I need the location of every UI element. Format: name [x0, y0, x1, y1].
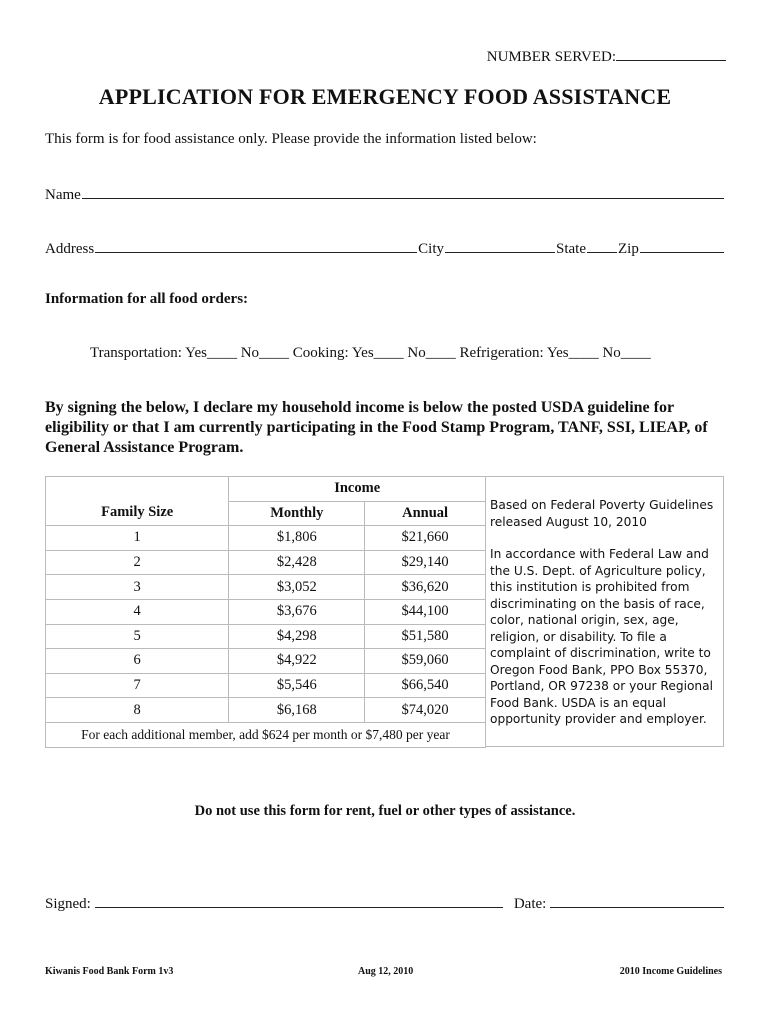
guidelines-source: Based on Federal Poverty Guidelines released August 10, 2010	[490, 498, 714, 529]
family-size-cell: 4	[46, 599, 229, 624]
family-size-cell: 3	[46, 575, 229, 600]
table-row	[46, 698, 486, 723]
additional-member-note: For each additional member, add $624 per month or $7,480 per year	[46, 722, 486, 747]
assistance-notice: Do not use this form for rent, fuel or other types of assistance.	[194, 803, 576, 819]
monthly-cell: $6,168	[229, 698, 365, 723]
zip-line[interactable]	[640, 238, 724, 253]
family-size-cell: 8	[46, 698, 229, 723]
table-row	[46, 673, 486, 698]
name-line[interactable]	[82, 184, 724, 199]
city-line[interactable]	[445, 238, 555, 253]
monthly-header: Monthly	[229, 501, 365, 526]
city-label: City	[418, 241, 445, 257]
name-label: Name	[45, 187, 81, 203]
footer-guidelines: 2010 Income Guidelines	[619, 966, 722, 977]
date-label: Date:	[513, 896, 547, 912]
table-row	[46, 649, 486, 674]
number-served-field[interactable]	[487, 46, 726, 66]
monthly-cell: $2,428	[229, 550, 365, 575]
annual-cell: $74,020	[365, 698, 486, 723]
signature-line[interactable]	[95, 893, 503, 908]
annual-cell: $21,660	[365, 526, 486, 551]
transport-cooking-refrigeration-line[interactable]: Transportation: Yes____ No____ Cooking: Yes____ No____ Refrigeration: Yes____ No____	[90, 345, 651, 361]
monthly-cell: $3,676	[229, 599, 365, 624]
signature-row	[45, 893, 725, 913]
date-line[interactable]	[550, 893, 724, 908]
monthly-cell: $5,546	[229, 673, 365, 698]
family-size-cell: 2	[46, 550, 229, 575]
table-row	[46, 599, 486, 624]
income-guidelines-table	[45, 476, 486, 748]
family-size-cell: 6	[46, 649, 229, 674]
state-label: State	[556, 241, 587, 257]
table-row	[46, 575, 486, 600]
annual-cell: $59,060	[365, 649, 486, 674]
number-served-line[interactable]	[616, 46, 726, 61]
family-size-cell: 7	[46, 673, 229, 698]
state-line[interactable]	[587, 238, 617, 253]
family-size-cell: 1	[46, 526, 229, 551]
monthly-cell: $4,922	[229, 649, 365, 674]
monthly-cell: $1,806	[229, 526, 365, 551]
annual-cell: $66,540	[365, 673, 486, 698]
table-row	[46, 550, 486, 575]
number-served-label: NUMBER SERVED:	[486, 49, 616, 65]
guidelines-sidebox	[486, 476, 724, 747]
footer-date: Aug 12, 2010	[358, 966, 414, 977]
zip-label: Zip	[618, 241, 639, 257]
annual-header: Annual	[365, 501, 486, 526]
page-title: APPLICATION FOR EMERGENCY FOOD ASSISTANCE	[98, 84, 672, 109]
family-size-cell: 5	[46, 624, 229, 649]
income-header: Income	[229, 477, 486, 502]
monthly-cell: $4,298	[229, 624, 365, 649]
family-size-header: Family Size	[46, 477, 229, 526]
income-declaration: By signing the below, I declare my household income is below the posted USDA guideline for eligibility or that I am currently participating in the Food Stamp Program, TANF, SSI, LIEAP, of General Assistance Program.	[45, 399, 708, 456]
address-row	[45, 238, 725, 258]
nondiscrimination-statement: In accordance with Federal Law and the U.S. Dept. of Agriculture policy, this institution is prohibited from discriminating on the basis of race, color, national origin, sex, age, religion, or disability. To file a complaint of discrimination, write to Oregon Food Bank, PPO Box 55370, Portland, OR 97238 or your Regional Food Bank. USDA is an equal opportunity provider and employer.	[490, 547, 713, 726]
table-header-row	[46, 477, 486, 502]
table-footer-row	[46, 722, 486, 747]
name-field[interactable]	[45, 184, 725, 204]
address-line[interactable]	[95, 238, 417, 253]
annual-cell: $44,100	[365, 599, 486, 624]
footer-form-id: Kiwanis Food Bank Form 1v3	[45, 966, 174, 977]
address-label: Address	[45, 241, 95, 257]
section-title: Information for all food orders:	[45, 291, 249, 307]
intro-text: This form is for food assistance only. Please provide the information listed below:	[45, 131, 537, 147]
monthly-cell: $3,052	[229, 575, 365, 600]
annual-cell: $29,140	[365, 550, 486, 575]
signed-label: Signed:	[45, 896, 91, 912]
table-row	[46, 526, 486, 551]
annual-cell: $51,580	[365, 624, 486, 649]
table-row	[46, 624, 486, 649]
annual-cell: $36,620	[365, 575, 486, 600]
